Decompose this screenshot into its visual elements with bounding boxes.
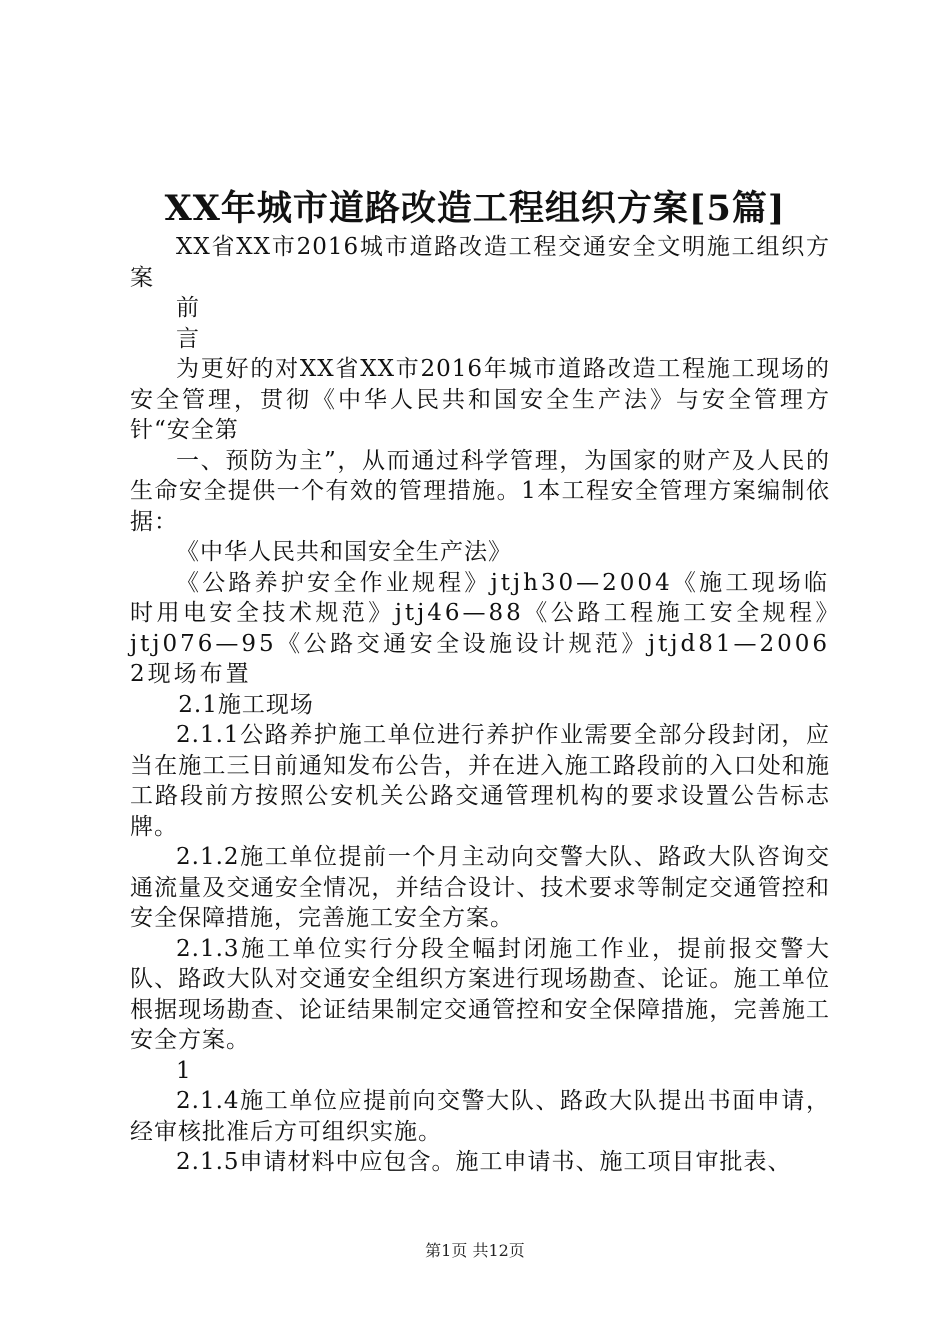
paragraph-preface-2: 言 (176, 325, 200, 352)
paragraph-purpose: 为更好的对XX省XX市2016年城市道路改造工程施工现场的安全管理，贯彻《中华人民共和国安全生产法》与安全管理方针“安全第 (130, 356, 830, 443)
document-body (130, 232, 830, 1178)
paragraph-2-1-1: 2.1.1公路养护施工单位进行养护作业需要全部分段封闭，应当在施工三日前通知发布公告，并在进入施工路段前的入口处和施工路段前方按照公安机关公路交通管理机构的要求设置公告标志牌。 (130, 722, 830, 840)
section-heading-2-1: 2.1施工现场 (178, 691, 314, 718)
paragraph-law: 《中华人民共和国安全生产法》 (176, 539, 512, 565)
paragraph-2-1-2: 2.1.2施工单位提前一个月主动向交警大队、路政大队咨询交通流量及交通安全情况，并结合设计、技术要求等制定交通管控和安全保障措施，完善施工安全方案。 (130, 844, 830, 931)
paragraph-2-1-3: 2.1.3施工单位实行分段全幅封闭施工作业，提前报交警大队、路政大队对交通安全组织方案进行现场勘查、论证。施工单位根据现场勘查、论证结果制定交通管控和安全保障措施，完善施工安全方案。 (130, 935, 830, 1053)
paragraph-preface-1: 前 (176, 295, 200, 321)
paragraph-2-1-4: 2.1.4施工单位应提前向交警大队、路政大队提出书面申请，经审核批准后方可组织实施。 (130, 1088, 830, 1145)
paragraph-intro: XX省XX市2016城市道路改造工程交通安全文明施工组织方案 (130, 234, 830, 291)
page-footer: 第1页 共12页 (425, 1241, 525, 1260)
paragraph-2-1-5: 2.1.5申请材料中应包含。施工申请书、施工项目审批表、 (176, 1149, 792, 1175)
document-title: XX年城市道路改造工程组织方案[5篇] (164, 188, 786, 229)
paragraph-standards: 《公路养护安全作业规程》jtjh30—2004《施工现场临时用电安全技术规范》jtj46—88《公路工程施工安全规程》jtj076—95《公路交通安全设施设计规范》jtjd81—20062现场布置 (130, 569, 830, 687)
inline-page-number: 1 (176, 1057, 192, 1084)
paragraph-principle: 一、预防为主”，从而通过科学管理，为国家的财产及人民的生命安全提供一个有效的管理措施。1本工程安全管理方案编制依据： (130, 447, 830, 535)
